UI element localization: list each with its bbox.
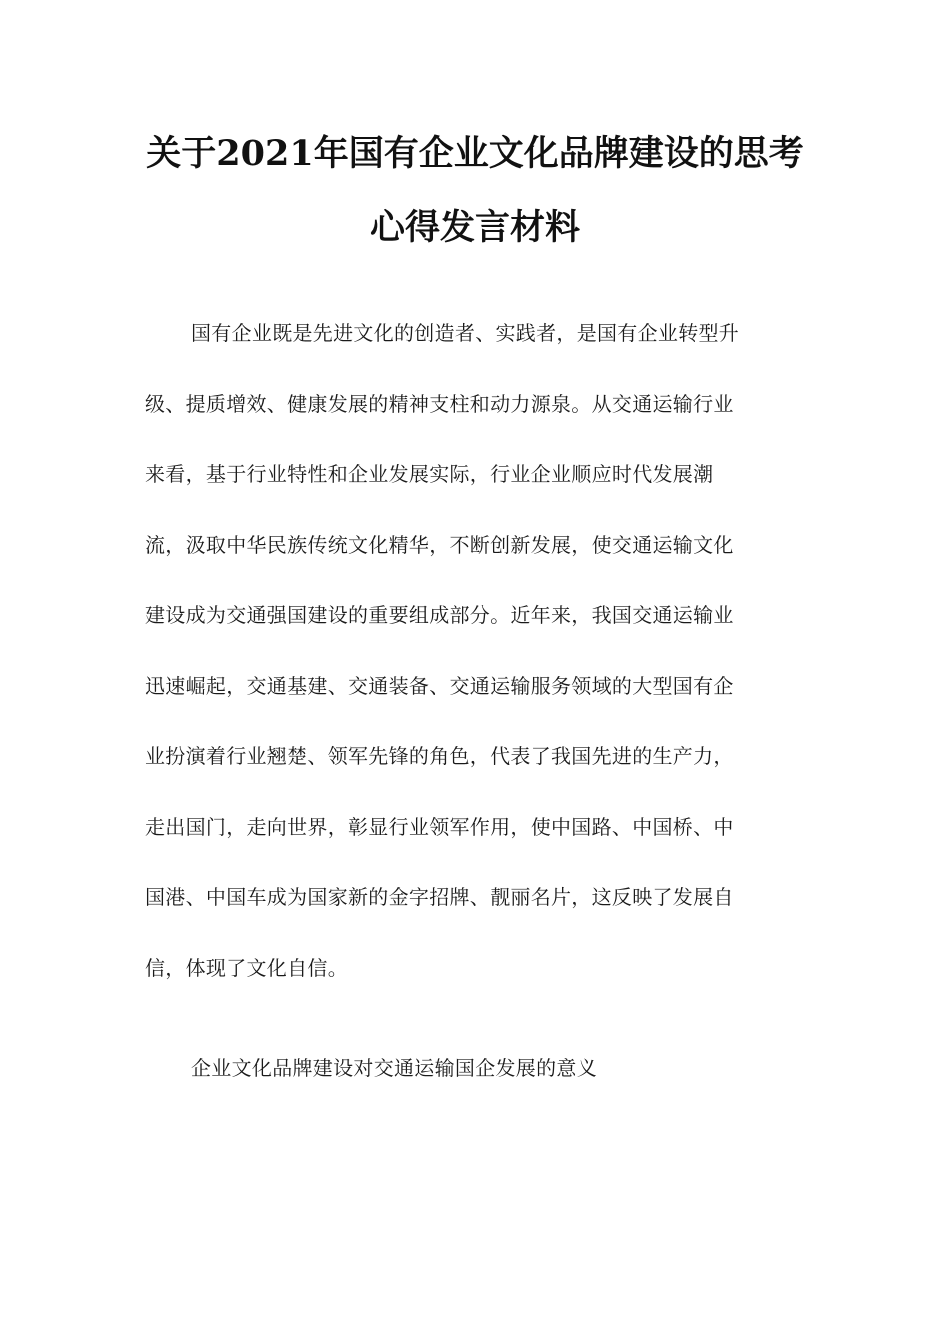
paragraph-line: 信，体现了文化自信。	[145, 955, 348, 980]
body-paragraph	[145, 307, 805, 1012]
paragraph-line: 国港、中国车成为国家新的金字招牌、靓丽名片，这反映了发展自	[145, 885, 734, 909]
paragraph-line: 来看，基于行业特性和企业发展实际，行业企业顺应时代发展潮	[145, 462, 714, 486]
document-title-line-2: 心得发言材料	[369, 207, 580, 248]
paragraph-line: 走出国门，走向世界，彰显行业领军作用，使中国路、中国桥、中	[145, 814, 734, 839]
paragraph-line: 级、提质增效、健康发展的精神支柱和动力源泉。从交通运输行业	[145, 391, 734, 416]
document-title-line-1: 关于2021年国有企业文化品牌建设的思考	[146, 133, 804, 174]
paragraph-line: 迅速崛起，交通基建、交通装备、交通运输服务领域的大型国有企	[145, 673, 734, 698]
paragraph-line: 业扮演着行业翘楚、领军先锋的角色，代表了我国先进的生产力，	[145, 744, 734, 768]
section-subheading: 企业文化品牌建设对交通运输国企发展的意义	[191, 1056, 597, 1080]
paragraph-line: 建设成为交通强国建设的重要组成部分。近年来，我国交通运输业	[145, 603, 734, 627]
paragraph-line: 国有企业既是先进文化的创造者、实践者，是国有企业转型升	[191, 321, 740, 345]
paragraph-line: 流，汲取中华民族传统文化精华，不断创新发展，使交通运输文化	[145, 532, 734, 557]
